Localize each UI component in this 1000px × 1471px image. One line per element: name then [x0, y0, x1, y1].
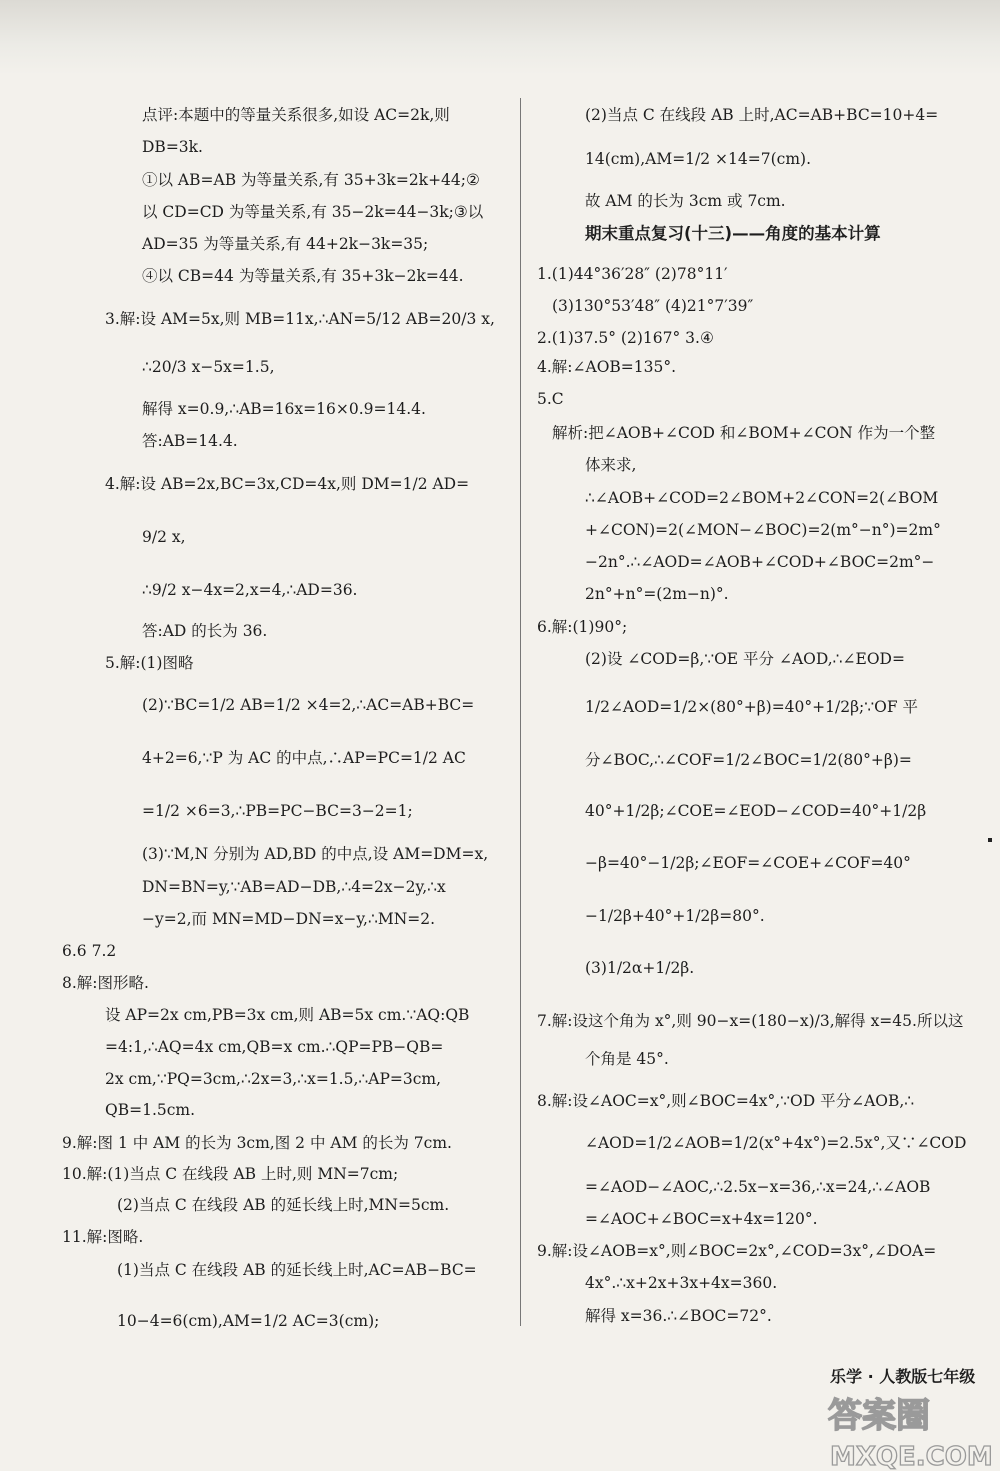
text-line: +∠CON)=2(∠MON−∠BOC)=2(m°−n°)=2m° — [585, 521, 941, 539]
text-line: DB=3k. — [142, 138, 203, 156]
text-line: (2)当点 C 在线段 AB 上时,AC=AB+BC=10+4= — [585, 106, 939, 124]
page-footer: 乐学 · 人教版七年级 — [830, 1367, 976, 1386]
text-line: −y=2,而 MN=MD−DN=x−y,∴MN=2. — [142, 910, 436, 928]
text-line: ∴9/2 x−4x=2,x=4,∴AD=36. — [142, 581, 358, 599]
text-line: QB=1.5cm. — [105, 1101, 196, 1119]
text-line: 答:AD 的长为 36. — [142, 622, 268, 640]
text-line: =4:1,∴AQ=4x cm,QB=x cm.∴QP=PB−QB= — [105, 1038, 444, 1056]
text-line: 3.解:设 AM=5x,则 MB=11x,∴AN=5/12 AB=20/3 x, — [105, 310, 495, 328]
text-line: (2)设 ∠COD=β,∵OE 平分 ∠AOD,∴∠EOD= — [585, 650, 905, 668]
text-line: 故 AM 的长为 3cm 或 7cm. — [585, 192, 786, 210]
text-line: 6.解:(1)90°; — [537, 618, 628, 636]
text-line: 11.解:图略. — [62, 1228, 144, 1246]
text-line: 1/2∠AOD=1/2×(80°+β)=40°+1/2β;∵OF 平 — [585, 698, 919, 716]
text-line: (2)当点 C 在线段 AB 的延长线上时,MN=5cm. — [117, 1196, 450, 1214]
text-line: =∠AOD−∠AOC,∴2.5x−x=36,∴x=24,∴∠AOB — [585, 1178, 931, 1196]
text-line: 7.解:设这个角为 x°,则 90−x=(180−x)/3,解得 x=45.所以这 — [537, 1012, 964, 1030]
text-line: AD=35 为等量关系,有 44+2k−3k=35; — [142, 235, 429, 253]
text-line: 解析:把∠AOB+∠COD 和∠BOM+∠CON 作为一个整 — [552, 424, 936, 442]
watermark-logo — [822, 1385, 1000, 1471]
text-line: 4.解:∠AOB=135°. — [537, 358, 677, 376]
text-line: 5.解:(1)图略 — [105, 654, 194, 672]
text-line: =∠AOC+∠BOC=x+4x=120°. — [585, 1210, 818, 1228]
text-line: ∴20/3 x−5x=1.5, — [142, 358, 275, 376]
text-line: 以 CD=CD 为等量关系,有 35−2k=44−3k;③以 — [142, 203, 484, 221]
text-line: (3)130°53′48″ (4)21°7′39″ — [552, 297, 754, 315]
text-line: 9/2 x, — [142, 528, 186, 546]
text-line: 分∠BOC,∴∠COF=1/2∠BOC=1/2(80°+β)= — [585, 751, 912, 769]
text-line: 解得 x=36.∴∠BOC=72°. — [585, 1307, 772, 1325]
watermark-cn: 答案圈 — [828, 1396, 930, 1436]
text-line: 9.解:设∠AOB=x°,则∠BOC=2x°,∠COD=3x°,∠DOA= — [537, 1242, 937, 1260]
text-line: (1)当点 C 在线段 AB 的延长线上时,AC=AB−BC= — [117, 1261, 477, 1279]
margin-mark — [988, 838, 992, 842]
text-line: 4.解:设 AB=2x,BC=3x,CD=4x,则 DM=1/2 AD= — [105, 475, 470, 493]
column-divider — [520, 98, 521, 1326]
text-line: 10.解:(1)当点 C 在线段 AB 上时,则 MN=7cm; — [62, 1165, 399, 1183]
text-line: 5.C — [537, 390, 564, 408]
text-line: 1.(1)44°36′28″ (2)78°11′ — [537, 265, 728, 283]
text-line: 解得 x=0.9,∴AB=16x=16×0.9=14.4. — [142, 400, 426, 418]
text-line: 点评:本题中的等量关系很多,如设 AC=2k,则 — [142, 106, 450, 124]
text-line: 6.6 7.2 — [62, 942, 117, 960]
scan-shadow — [0, 0, 1000, 75]
text-line: 9.解:图 1 中 AM 的长为 3cm,图 2 中 AM 的长为 7cm. — [62, 1134, 452, 1152]
text-line: ∠AOD=1/2∠AOB=1/2(x°+4x°)=2.5x°,又∵∠COD — [585, 1134, 967, 1152]
text-line: 2n°+n°=(2m−n)°. — [585, 585, 729, 603]
text-line: ①以 AB=AB 为等量关系,有 35+3k=2k+44;② — [142, 171, 480, 189]
text-line: (3)∵M,N 分别为 AD,BD 的中点,设 AM=DM=x, — [142, 845, 489, 863]
watermark-en: MXQE.COM — [830, 1442, 993, 1471]
text-line: ∴∠AOB+∠COD=2∠BOM+2∠CON=2(∠BOM — [585, 489, 939, 507]
text-line: 2x cm,∵PQ=3cm,∴2x=3,∴x=1.5,∴AP=3cm, — [105, 1070, 442, 1088]
text-line: 14(cm),AM=1/2 ×14=7(cm). — [585, 150, 812, 168]
text-line: 体来求, — [585, 456, 637, 474]
text-line: 设 AP=2x cm,PB=3x cm,则 AB=5x cm.∵AQ:QB — [105, 1006, 470, 1024]
text-line: 4x°.∴x+2x+3x+4x=360. — [585, 1274, 778, 1292]
text-line: 个角是 45°. — [585, 1050, 669, 1068]
text-line: 答:AB=14.4. — [142, 432, 238, 450]
text-line: 10−4=6(cm),AM=1/2 AC=3(cm); — [117, 1312, 380, 1330]
text-line: =1/2 ×6=3,∴PB=PC−BC=3−2=1; — [142, 802, 413, 820]
text-line: (2)∵BC=1/2 AB=1/2 ×4=2,∴AC=AB+BC= — [142, 696, 475, 714]
text-line: 8.解:图形略. — [62, 974, 149, 992]
text-line: 8.解:设∠AOC=x°,则∠BOC=4x°,∵OD 平分∠AOB,∴ — [537, 1092, 915, 1110]
text-line: ④以 CB=44 为等量关系,有 35+3k−2k=44. — [142, 267, 464, 285]
text-line: −1/2β+40°+1/2β=80°. — [585, 907, 765, 925]
text-line: DN=BN=y,∵AB=AD−DB,∴4=2x−2y,∴x — [142, 878, 446, 896]
text-line: −β=40°−1/2β;∠EOF=∠COE+∠COF=40° — [585, 854, 911, 872]
text-line: 4+2=6,∵P 为 AC 的中点,∴AP=PC=1/2 AC — [142, 749, 466, 767]
text-line: −2n°.∴∠AOD=∠AOB+∠COD+∠BOC=2m°− — [585, 553, 935, 571]
section-title: 期末重点复习(十三)——角度的基本计算 — [585, 224, 881, 243]
text-line: (3)1/2α+1/2β. — [585, 959, 695, 977]
text-line: 40°+1/2β;∠COE=∠EOD−∠COD=40°+1/2β — [585, 802, 927, 820]
text-line: 2.(1)37.5° (2)167° 3.④ — [537, 329, 714, 347]
